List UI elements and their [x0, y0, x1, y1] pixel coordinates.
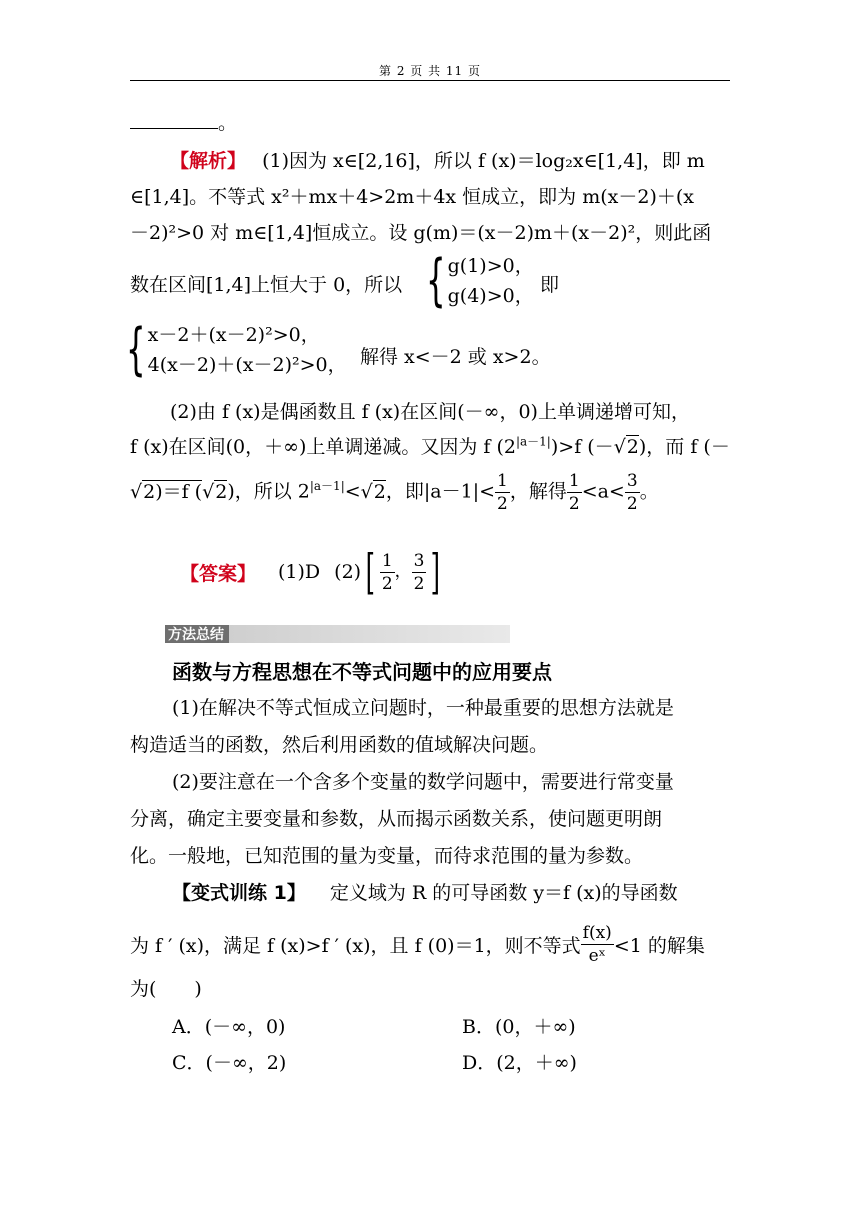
denominator: 2	[497, 494, 508, 514]
system-2-row-2: 4(x－2)＋(x－2)²>0，	[147, 354, 347, 376]
solution-p2-line-3	[130, 470, 659, 515]
blank-period: 。	[218, 112, 238, 134]
answer-blank-line	[130, 108, 237, 135]
exercise-line-2	[130, 922, 705, 967]
p2-text: ，即|a－1|<	[385, 480, 496, 503]
exercise-line-3: 为( )	[130, 978, 202, 1000]
comma: ，	[394, 561, 412, 582]
header-rule	[130, 80, 730, 81]
numerator: 3	[626, 471, 638, 491]
radicand: 2	[626, 436, 639, 458]
inequality-system-1	[418, 248, 534, 313]
method-p2-line-3: 化。一般地，已知范围的量为变量，而待求范围的量为参数。	[130, 845, 644, 867]
fraction-f-over-ex	[581, 922, 614, 967]
solution-text-1: (1)因为 x∈[2,16]，所以 f (x)＝log₂x∈[1,4]，即 m	[262, 150, 705, 172]
option-a: A．(－∞，0)	[172, 1016, 286, 1038]
solution-line-3: －2)²>0 对 m∈[1,4]恒成立。设 g(m)＝(x－2)m＋(x－2)²，则此函	[130, 222, 712, 244]
exercise-text-2a: 为 f ′ (x)，满足 f (x)>f ′ (x)，且 f (0)＝1，则不等式	[130, 935, 581, 957]
system-1-row-2: g(4)>0，	[447, 285, 534, 307]
inequality-system-2	[118, 317, 347, 382]
sqrt-expression: √2	[613, 436, 639, 458]
method-summary-banner	[165, 625, 510, 643]
radicand: 2	[215, 480, 228, 503]
answer-part-2: (2)	[334, 561, 362, 583]
sqrt-expression: √2	[202, 480, 228, 503]
p2-text-a: f (x)在区间(0，＋∞)上单调递减。又因为 f (2	[130, 436, 516, 458]
method-title: 函数与方程思想在不等式问题中的应用要点	[172, 660, 552, 684]
solution-result-1: 解得 x<－2 或 x>2。	[360, 346, 551, 368]
method-p2-line-2: 分离，确定主要变量和参数，从而揭示函数关系，使问题更明朗	[130, 808, 663, 830]
system-2-row-1: x－2＋(x－2)²>0，	[147, 324, 320, 346]
solution-line-1	[170, 146, 705, 173]
exercise-text-2b: <1 的解集	[613, 935, 705, 957]
denominator: eˣ	[588, 946, 606, 966]
sqrt-expression: √2	[360, 480, 386, 503]
fraction-three-half	[412, 550, 427, 595]
radicand: 2	[373, 480, 386, 503]
solution-tag: 【解析】	[170, 150, 247, 172]
denominator: 2	[568, 494, 580, 514]
option-c: C．(－∞，2)	[172, 1052, 287, 1074]
system-1-row-1: g(1)>0，	[447, 255, 534, 277]
less-than: <	[344, 480, 361, 503]
numerator: 3	[413, 550, 425, 571]
denominator: 2	[413, 573, 425, 594]
solution-line-4: 数在区间[1,4]上恒大于 0，所以	[130, 274, 403, 296]
exponent: |a－1|	[309, 479, 345, 494]
solution-line-2: ∈[1,4]。不等式 x²＋mx＋4>2m＋4x 恒成立，即为 m(x－2)＋(x	[130, 186, 694, 208]
period: 。	[639, 480, 659, 503]
answer-part-1: (1)D	[278, 561, 321, 583]
numerator: 1	[497, 471, 508, 491]
page-number-header: 第 2 页 共 11 页	[379, 64, 481, 78]
left-brace: {	[426, 248, 446, 313]
p2-text: )，所以 2	[227, 480, 310, 503]
solution-p2-line-1: (2)由 f (x)是偶函数且 f (x)在区间(－∞，0)上单调递增可知，	[170, 401, 690, 423]
answer-line	[180, 544, 445, 600]
fraction-three-half	[625, 470, 640, 515]
right-bracket: ]	[431, 544, 441, 600]
blank-underline	[130, 110, 218, 129]
exercise-text-1: 定义域为 R 的可导函数 y＝f (x)的导函数	[329, 882, 678, 904]
answer-interval	[361, 544, 445, 600]
method-p2-line-1: (2)要注意在一个含多个变量的数学问题中，需要进行常变量	[172, 771, 674, 793]
method-p1-line-2: 构造适当的函数，然后利用函数的值域解决问题。	[130, 734, 549, 756]
denominator: 2	[381, 573, 393, 594]
solution-p2-line-2	[130, 432, 730, 459]
fraction-half	[495, 470, 510, 515]
fraction-half	[567, 470, 582, 515]
exercise-tag: 【变式训练 1】	[172, 882, 306, 904]
left-brace: {	[126, 317, 146, 382]
p2-text: <a<	[581, 480, 625, 503]
denominator: 2	[626, 494, 638, 514]
exponent: |a－1|	[515, 434, 551, 449]
radicand-text: 2)＝f (	[143, 480, 203, 503]
solution-ji: 即	[540, 274, 560, 296]
numerator: 1	[568, 471, 580, 491]
sqrt-expression: √2)＝f (	[130, 480, 203, 503]
answer-tag: 【答案】	[180, 562, 257, 585]
method-summary-label: 方法总结	[168, 627, 224, 643]
p2-text-b: )>f (－	[550, 436, 614, 458]
exercise-line-1	[172, 878, 678, 905]
option-b: B．(0，＋∞)	[462, 1016, 576, 1038]
numerator: f(x)	[582, 923, 612, 943]
fraction-half	[380, 550, 395, 595]
p2-text-c: )，而 f (－	[638, 436, 730, 458]
p2-text: ，解得	[509, 480, 567, 503]
option-d: D．(2，＋∞)	[462, 1052, 577, 1074]
numerator: 1	[381, 550, 393, 571]
method-p1-line-1: (1)在解决不等式恒成立问题时，一种最重要的思想方法就是	[172, 697, 674, 719]
left-bracket: [	[365, 544, 376, 600]
